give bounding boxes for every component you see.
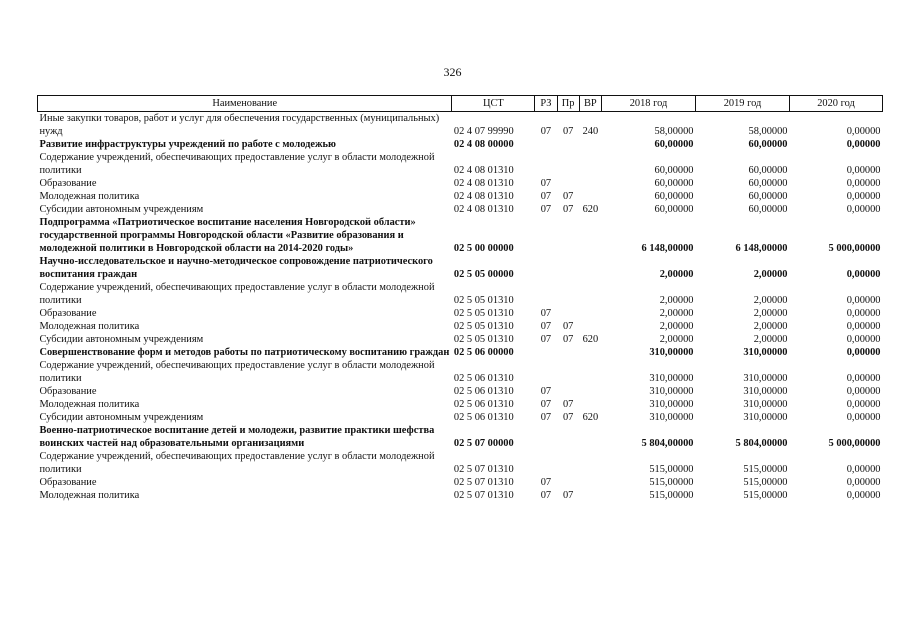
cell-pr	[557, 359, 579, 385]
cell-vr	[579, 190, 601, 203]
table-row	[38, 112, 883, 139]
cell-vr: 240	[582, 126, 599, 137]
cell-2020: 0,00000	[846, 412, 881, 423]
cell-2019: 58,00000	[748, 126, 788, 137]
cell-pr: 07	[562, 204, 574, 215]
cell-pr	[557, 281, 579, 307]
cell-2020: 0,00000	[846, 126, 881, 137]
cell-name: Образование	[39, 308, 97, 319]
cell-cst: 02 4 07 99990	[453, 126, 514, 137]
cell-2019: 2,00000	[753, 308, 788, 319]
cell-cst: 02 5 07 01310	[453, 464, 514, 475]
cell-vr	[579, 216, 601, 255]
header-2020: 2020 год	[789, 96, 882, 112]
cell-rz: 07	[540, 204, 552, 215]
table-row	[38, 151, 883, 177]
cell-name: Военно-патриотическое воспитание детей и молодежи, развитие практики шефства воинских частей над образовательными организациями	[39, 425, 435, 449]
cell-vr	[579, 385, 601, 398]
cell-cst: 02 5 00 00000	[453, 243, 514, 254]
cell-rz: 07	[540, 477, 552, 488]
cell-rz: 07	[540, 321, 552, 332]
cell-name: Молодежная политика	[39, 399, 140, 410]
table-row	[38, 398, 883, 411]
cell-2018: 2,00000	[659, 269, 694, 280]
cell-2019: 310,00000	[743, 399, 788, 410]
cell-cst: 02 5 05 01310	[453, 295, 514, 306]
cell-2020: 0,00000	[846, 178, 881, 189]
cell-vr	[579, 346, 601, 359]
cell-2018: 5 804,00000	[641, 438, 694, 449]
cell-2018: 515,00000	[649, 464, 694, 475]
cell-cst: 02 5 07 01310	[453, 477, 514, 488]
cell-pr	[557, 216, 579, 255]
cell-2020: 0,00000	[846, 139, 881, 150]
cell-cst: 02 5 05 00000	[453, 269, 514, 280]
cell-2019: 6 148,00000	[735, 243, 788, 254]
cell-cst: 02 4 08 01310	[453, 178, 514, 189]
cell-cst: 02 5 06 00000	[453, 347, 514, 358]
cell-cst: 02 5 05 01310	[453, 334, 514, 345]
cell-cst: 02 4 08 01310	[453, 204, 514, 215]
cell-2019: 515,00000	[743, 490, 788, 501]
page-number: 326	[443, 65, 462, 79]
cell-2019: 2,00000	[753, 321, 788, 332]
table-row	[38, 177, 883, 190]
cell-2020: 0,00000	[846, 386, 881, 397]
cell-2020: 0,00000	[846, 399, 881, 410]
cell-vr	[579, 138, 601, 151]
cell-rz: 07	[540, 334, 552, 345]
cell-2020: 0,00000	[846, 490, 881, 501]
header-2019: 2019 год	[695, 96, 789, 112]
cell-rz: 07	[540, 490, 552, 501]
cell-2019: 310,00000	[743, 386, 788, 397]
cell-cst: 02 5 07 01310	[453, 490, 514, 501]
cell-cst: 02 4 08 00000	[453, 139, 514, 150]
table-row	[38, 450, 883, 476]
table-row	[38, 424, 883, 450]
cell-2020: 0,00000	[846, 204, 881, 215]
cell-2018: 2,00000	[659, 321, 694, 332]
cell-vr: 620	[582, 204, 599, 215]
table-row	[38, 385, 883, 398]
cell-name: Образование	[39, 386, 97, 397]
cell-cst: 02 5 06 01310	[453, 386, 514, 397]
cell-2018: 2,00000	[659, 295, 694, 306]
cell-cst: 02 4 08 01310	[453, 191, 514, 202]
cell-rz	[535, 255, 557, 281]
cell-2020: 0,00000	[846, 165, 881, 176]
table-row	[38, 281, 883, 307]
cell-pr	[557, 151, 579, 177]
cell-rz	[535, 359, 557, 385]
cell-2020: 5 000,00000	[828, 438, 881, 449]
cell-2018: 60,00000	[654, 139, 694, 150]
table-row	[38, 411, 883, 424]
cell-2018: 60,00000	[654, 165, 694, 176]
cell-name: Образование	[39, 178, 97, 189]
cell-2020: 0,00000	[846, 191, 881, 202]
table-row	[38, 138, 883, 151]
cell-2019: 515,00000	[743, 477, 788, 488]
cell-pr	[557, 177, 579, 190]
cell-2019: 2,00000	[753, 334, 788, 345]
cell-2019: 60,00000	[748, 165, 788, 176]
cell-rz: 07	[540, 126, 552, 137]
cell-vr	[579, 320, 601, 333]
cell-name: Молодежная политика	[39, 321, 140, 332]
cell-2020: 0,00000	[846, 477, 881, 488]
cell-pr	[557, 385, 579, 398]
cell-rz	[535, 216, 557, 255]
cell-rz: 07	[540, 412, 552, 423]
cell-cst: 02 4 08 01310	[453, 165, 514, 176]
cell-rz: 07	[540, 191, 552, 202]
cell-2018: 310,00000	[649, 386, 694, 397]
cell-name: Научно-исследовательское и научно-методическое сопровождение патриотического воспитания граждан	[39, 256, 433, 280]
table-row	[38, 320, 883, 333]
cell-pr	[557, 346, 579, 359]
cell-name: Совершенствование форм и методов работы по патриотическому воспитанию граждан	[39, 347, 450, 358]
cell-pr: 07	[562, 334, 574, 345]
cell-cst: 02 5 05 01310	[453, 321, 514, 332]
cell-vr	[579, 307, 601, 320]
cell-rz	[535, 138, 557, 151]
cell-2019: 5 804,00000	[735, 438, 788, 449]
cell-name: Содержание учреждений, обеспечивающих предоставление услуг в области молодежной политики	[39, 451, 435, 475]
cell-name: Образование	[39, 477, 97, 488]
cell-pr	[557, 450, 579, 476]
cell-2019: 515,00000	[743, 464, 788, 475]
cell-name: Развитие инфраструктуры учреждений по работе с молодежью	[39, 139, 336, 150]
cell-2019: 310,00000	[743, 412, 788, 423]
cell-2019: 60,00000	[748, 191, 788, 202]
cell-rz	[535, 450, 557, 476]
cell-rz	[535, 424, 557, 450]
table-row	[38, 346, 883, 359]
cell-2020: 0,00000	[846, 347, 881, 358]
cell-name: Субсидии автономным учреждениям	[39, 412, 204, 423]
cell-pr	[557, 307, 579, 320]
cell-2018: 2,00000	[659, 334, 694, 345]
cell-cst: 02 5 05 01310	[453, 308, 514, 319]
cell-vr	[579, 424, 601, 450]
cell-2020: 5 000,00000	[828, 243, 881, 254]
budget-table	[37, 95, 883, 502]
cell-vr	[579, 476, 601, 489]
cell-rz	[535, 346, 557, 359]
cell-pr: 07	[562, 126, 574, 137]
cell-rz: 07	[540, 308, 552, 319]
cell-2019: 2,00000	[753, 295, 788, 306]
table-header-row	[38, 96, 883, 112]
table-row	[38, 333, 883, 346]
cell-pr	[557, 476, 579, 489]
table-row	[38, 255, 883, 281]
cell-2018: 60,00000	[654, 204, 694, 215]
cell-2019: 60,00000	[748, 178, 788, 189]
cell-vr	[579, 450, 601, 476]
table-row	[38, 307, 883, 320]
cell-2019: 60,00000	[748, 139, 788, 150]
header-vr: ВР	[579, 96, 601, 112]
cell-vr	[579, 177, 601, 190]
header-2018: 2018 год	[601, 96, 695, 112]
cell-name: Субсидии автономным учреждениям	[39, 334, 204, 345]
header-rz: РЗ	[535, 96, 557, 112]
cell-pr: 07	[562, 191, 574, 202]
cell-rz: 07	[540, 399, 552, 410]
cell-name: Содержание учреждений, обеспечивающих предоставление услуг в области молодежной политики	[39, 282, 435, 306]
cell-vr: 620	[582, 334, 599, 345]
table-row	[38, 216, 883, 255]
cell-vr: 620	[582, 412, 599, 423]
cell-pr: 07	[562, 399, 574, 410]
cell-pr: 07	[562, 412, 574, 423]
cell-2018: 515,00000	[649, 477, 694, 488]
table-row	[38, 476, 883, 489]
cell-cst: 02 5 07 00000	[453, 438, 514, 449]
cell-2018: 6 148,00000	[641, 243, 694, 254]
cell-cst: 02 5 06 01310	[453, 412, 514, 423]
cell-2018: 60,00000	[654, 191, 694, 202]
cell-name: Подпрограмма «Патриотическое воспитание населения Новгородской области» государственной программы Новгородской области «Развитие образования и молодежной политики в Новгородской области на 2014-2020 годы»	[39, 217, 416, 254]
cell-vr	[579, 151, 601, 177]
cell-pr: 07	[562, 321, 574, 332]
table-row	[38, 359, 883, 385]
cell-2020: 0,00000	[846, 334, 881, 345]
cell-vr	[579, 489, 601, 502]
cell-2018: 310,00000	[649, 347, 694, 358]
cell-vr	[579, 255, 601, 281]
cell-2018: 60,00000	[654, 178, 694, 189]
cell-2020: 0,00000	[846, 269, 881, 280]
table-row	[38, 489, 883, 502]
cell-rz: 07	[540, 178, 552, 189]
cell-name: Субсидии автономным учреждениям	[39, 204, 204, 215]
cell-2020: 0,00000	[846, 373, 881, 384]
cell-vr	[579, 359, 601, 385]
cell-cst: 02 5 06 01310	[453, 373, 514, 384]
cell-2018: 310,00000	[649, 412, 694, 423]
cell-2020: 0,00000	[846, 308, 881, 319]
cell-2018: 310,00000	[649, 399, 694, 410]
cell-rz: 07	[540, 386, 552, 397]
header-name: Наименование	[38, 96, 452, 112]
cell-name: Содержание учреждений, обеспечивающих предоставление услуг в области молодежной политики	[39, 360, 435, 384]
header-pr: Пр	[557, 96, 579, 112]
cell-2019: 60,00000	[748, 204, 788, 215]
table-row	[38, 190, 883, 203]
cell-2020: 0,00000	[846, 321, 881, 332]
cell-vr	[579, 281, 601, 307]
cell-2020: 0,00000	[846, 464, 881, 475]
cell-rz	[535, 281, 557, 307]
cell-name: Иные закупки товаров, работ и услуг для обеспечения государственных (муниципальных) нужд	[39, 113, 440, 137]
cell-pr: 07	[562, 490, 574, 501]
cell-name: Молодежная политика	[39, 490, 140, 501]
cell-rz	[535, 151, 557, 177]
cell-2019: 310,00000	[743, 373, 788, 384]
cell-2018: 2,00000	[659, 308, 694, 319]
cell-2018: 58,00000	[654, 126, 694, 137]
cell-pr	[557, 138, 579, 151]
cell-pr	[557, 255, 579, 281]
cell-2019: 310,00000	[743, 347, 788, 358]
cell-2019: 2,00000	[753, 269, 788, 280]
header-cst: ЦСТ	[452, 96, 535, 112]
table-row	[38, 203, 883, 216]
cell-2020: 0,00000	[846, 295, 881, 306]
cell-cst: 02 5 06 01310	[453, 399, 514, 410]
cell-2018: 515,00000	[649, 490, 694, 501]
cell-vr	[579, 398, 601, 411]
cell-pr	[557, 424, 579, 450]
cell-name: Содержание учреждений, обеспечивающих предоставление услуг в области молодежной политики	[39, 152, 435, 176]
cell-2018: 310,00000	[649, 373, 694, 384]
cell-name: Молодежная политика	[39, 191, 140, 202]
